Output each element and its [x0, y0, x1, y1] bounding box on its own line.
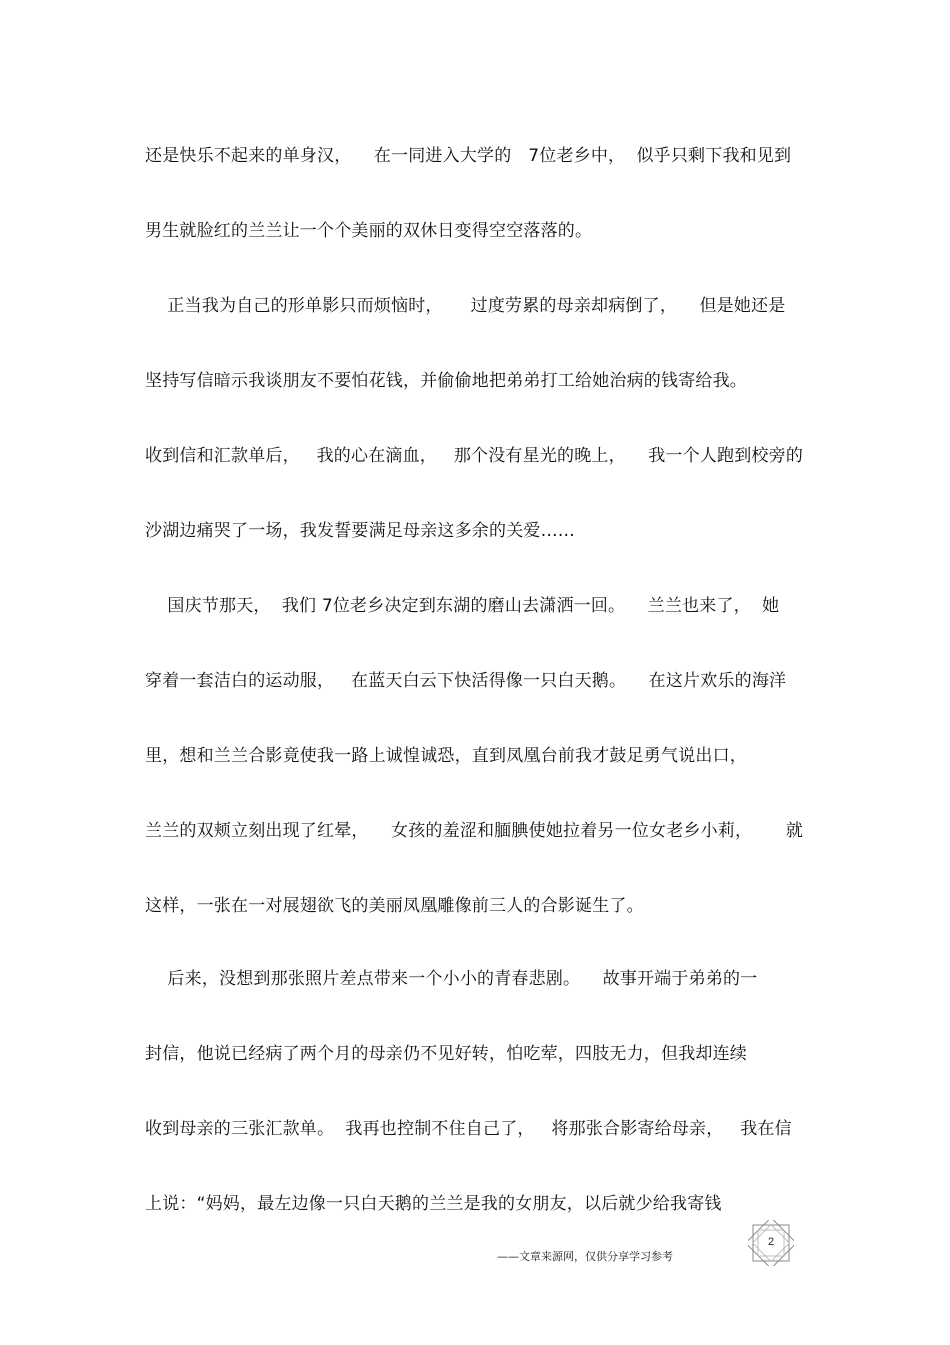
- text-line: 还是快乐不起来的单身汉， 在一同进入大学的 7位老乡中， 似乎只剩下我和见到: [145, 146, 792, 166]
- text-line: 坚持写信暗示我谈朋友不要怕花钱，并偷偷地把弟弟打工给她治病的钱寄给我。: [145, 371, 747, 391]
- text-line: 兰兰的双颊立刻出现了红晕， 女孩的羞涩和腼腆使她拉着另一位女老乡小莉， 就: [145, 821, 804, 841]
- text-line: 正当我为自己的形单影只而烦恼时， 过度劳累的母亲却病倒了， 但是她还是: [145, 296, 786, 316]
- page-number: 2: [767, 1236, 775, 1248]
- text-line: 后来，没想到那张照片差点带来一个小小的青春悲剧。 故事开端于弟弟的一: [145, 969, 758, 989]
- text-line: 收到母亲的三张汇款单。 我再也控制不住自己了， 将那张合影寄给母亲， 我在信: [145, 1119, 792, 1139]
- source-note: ——文章来源网，仅供分享学习参考: [497, 1250, 673, 1263]
- page-number-badge: [748, 1220, 794, 1266]
- text-line: 穿着一套洁白的运动服， 在蓝天白云下快活得像一只白天鹅。 在这片欢乐的海洋: [145, 671, 787, 691]
- text-line: 里，想和兰兰合影竟使我一路上诚惶诚恐，直到凤凰台前我才鼓足勇气说出口，: [145, 746, 747, 766]
- text-line: 沙湖边痛哭了一场，我发誓要满足母亲这多余的关爱……: [145, 521, 575, 541]
- text-line: 这样，一张在一对展翅欲飞的美丽凤凰雕像前三人的合影诞生了。: [145, 896, 644, 916]
- text-line: 国庆节那天， 我们 7位老乡决定到东湖的磨山去潇洒一回。 兰兰也来了， 她: [145, 596, 780, 616]
- text-line: 上说：“妈妈，最左边像一只白天鹅的兰兰是我的女朋友，以后就少给我寄钱: [145, 1194, 722, 1214]
- text-line: 男生就脸红的兰兰让一个个美丽的双休日变得空空落落的。: [145, 221, 593, 241]
- text-line: 封信，他说已经病了两个月的母亲仍不见好转，怕吃荤，四肢无力，但我却连续: [145, 1044, 747, 1064]
- text-line: 收到信和汇款单后， 我的心在滴血， 那个没有星光的晚上， 我一个人跑到校旁的: [145, 446, 804, 466]
